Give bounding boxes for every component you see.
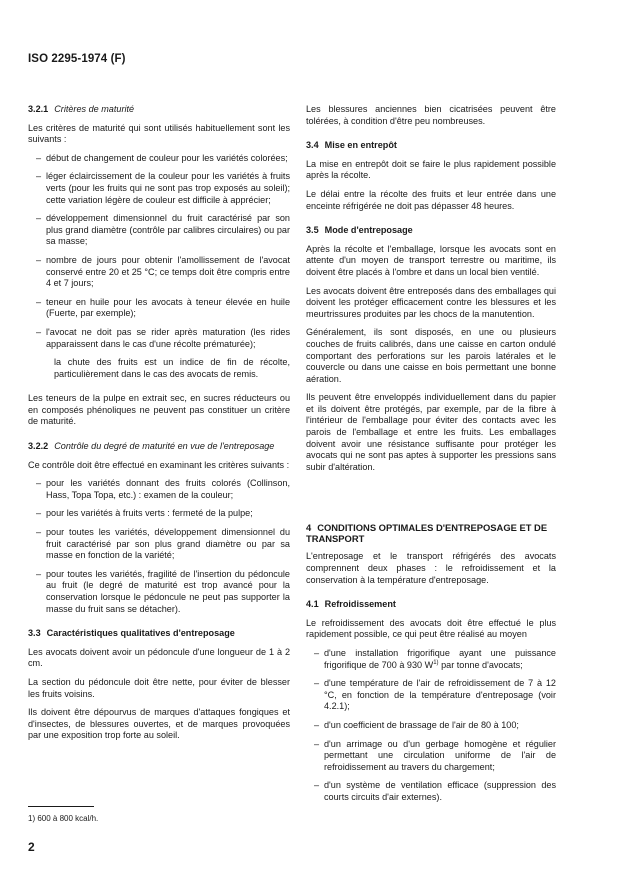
paragraph: Le refroidissement des avocats doit être effectué le plus rapidement possible, ce qui peut être réalisé au moyen xyxy=(306,617,556,640)
heading-3-5 xyxy=(306,225,556,237)
heading-3-2-2 xyxy=(28,441,290,453)
list-item: la chute des fruits est un indice de fin de récolte, particulièrement dans le cas des avocats de remis. xyxy=(54,357,290,379)
list-item: – léger éclaircissement de la couleur pour les variétés à fruits verts (pour les fruits qui ne sont pas trop exposés au soleil); cette variation légère de couleur est difficile à apprécier; xyxy=(36,171,290,205)
heading-3-3 xyxy=(28,628,290,640)
list-item: – d'une installation frigorifique ayant une puissance frigorifique de 700 à 930 $W^{1)}$ par tonne d'avocats; xyxy=(314,648,556,670)
section-title: Caractéristiques qualitatives d'entreposage xyxy=(46,628,235,639)
list-item: – pour les variétés à fruits verts : fermeté de la pulpe; xyxy=(36,508,253,519)
list-item: – pour toutes les variétés, fragilité de l'insertion du pédoncule au fruit (le degré de maturité est trop avancé pour la conservation lorsque le pédoncule ne peut pas supporter la masse du fruit sans se détacher). xyxy=(36,568,290,614)
paragraph: La section du pédoncule doit être nette, pour éviter de blesser les fruits voisins. xyxy=(28,676,290,699)
paragraph: L'entreposage et le transport réfrigérés des avocats comprennent deux phases : le refroidissement et la conservation à la température d'entreposage. xyxy=(306,551,556,585)
section-number: 4 xyxy=(306,522,312,534)
section-number: 3.3 xyxy=(28,628,41,639)
footnote-divider xyxy=(28,806,94,807)
list-item: – teneur en huile pour les avocats à teneur élevée en huile (Fuerte, par exemple); xyxy=(36,296,290,319)
list-item: – d'une température de l'air de refroidissement de 7 à 12 °C, en fonction de la température d'entreposage (voir 4.2.1); xyxy=(314,678,556,712)
list-item: – l'avocat ne doit pas se rider après maturation (les rides apparaissent dans le cas d'une récolte prématurée); xyxy=(36,326,290,349)
paragraph: Les avocats doivent avoir un pédoncule d'une longueur de 1 à 2 cm. xyxy=(28,646,290,669)
paragraph: Après la récolte et l'emballage, lorsque les avocats sont en attente d'un moyen de transport terrestre ou maritime, ils doivent être placés à l'ombre et dans un local bien ventilé. xyxy=(306,243,556,277)
heading-4 xyxy=(306,522,556,544)
list-item: – d'un coefficient de brassage de l'air de 80 à 100; xyxy=(314,719,519,730)
section-title: Mode d'entreposage xyxy=(324,225,413,236)
paragraph: Généralement, ils sont disposés, en une ou plusieurs couches de fruits calibrés, dans une caisse en carton ondulé comportant des perforations sur les parois latérales et le couvercle ou dans une caisse en bois permettant une bonne aération. xyxy=(306,327,556,384)
right-column xyxy=(306,104,556,811)
section-number: 3.2.1 xyxy=(28,104,49,114)
list-item: – d'un système de ventilation efficace (suppression des courts circuits d'air externes). xyxy=(314,780,556,802)
paragraph: Les avocats doivent être entreposés dans des emballages qui doivent les protéger efficacement contre les blessures et les meurtrissures produites par les chocs de la manutention. xyxy=(306,285,556,319)
left-column xyxy=(28,104,290,749)
section-title: CONDITIONS OPTIMALES D'ENTREPOSAGE ET DE TRANSPORT xyxy=(306,522,548,545)
footnote-ref: 1) xyxy=(433,659,439,666)
heading-3-2-1 xyxy=(28,104,290,116)
footnote: 1) 600 à 800 kcal/h. xyxy=(28,814,99,823)
section-number: 3.4 xyxy=(306,140,319,151)
section-title: Contrôle du degré de maturité en vue de l'entreposage xyxy=(54,441,275,452)
list-item: – pour les variétés donnant des fruits colorés (Collinson, Hass, Topa Topa, etc.) : examen de la couleur; xyxy=(36,478,290,500)
heading-4-1 xyxy=(306,599,556,611)
list-item: – début de changement de couleur pour les variétés colorées; xyxy=(36,152,288,163)
paragraph: Le délai entre la récolte des fruits et leur entrée dans une enceinte réfrigérée ne doit pas dépasser 48 heures. xyxy=(306,188,556,211)
paragraph: Ils peuvent être enveloppés individuellement dans du papier et ils doivent être protégés, par exemple, par de la fibre à l'intérieur de l'emballage pour éviter des contacts avec les parois de l'emballage et entre les fruits. Les emballages doivent avoir une résistance suffisante pour protéger les avocats qui ne sont pas aptes à supporter les pressions sans subir d'altération. xyxy=(306,392,556,472)
list-item: – nombre de jours pour obtenir l'amollissement de l'avocat conservé entre 20 et 25 °C; ce temps doit être compris entre 4 et 7 jours; xyxy=(36,254,290,289)
paragraph: La mise en entrepôt doit se faire le plus rapidement possible après la récolte. xyxy=(306,158,556,181)
section-title: Critères de maturité xyxy=(54,104,135,114)
standard-reference: ISO 2295-1974 (F) xyxy=(28,53,126,65)
paragraph: Les critères de maturité qui sont utilisés habituellement sont les suivants : xyxy=(28,122,290,145)
paragraph: Ce contrôle doit être effectué en examinant les critères suivants : xyxy=(28,459,290,470)
heading-3-4 xyxy=(306,140,556,152)
section-number: 3.5 xyxy=(306,225,319,236)
paragraph: Les teneurs de la pulpe en extrait sec, en sucres réducteurs ou en composés phénoliques ne peuvent pas constituer un critère de maturité. xyxy=(28,393,290,427)
section-title: Mise en entrepôt xyxy=(324,140,397,151)
section-number: 4.1 xyxy=(306,599,319,610)
paragraph: Les blessures anciennes bien cicatrisées peuvent être tolérées, à condition d'être peu nombreuses. xyxy=(306,104,556,126)
list-item: – développement dimensionnel du fruit caractérisé par son plus grand diamètre (contrôle par calibres circulaires) ou par sa masse; xyxy=(36,213,290,247)
section-title: Refroidissement xyxy=(324,599,396,610)
list-item: – pour toutes les variétés, développement dimensionnel du fruit caractérisé par son plus grand diamètre ou par sa masse en fonction de la variété; xyxy=(36,527,290,561)
paragraph: Ils doivent être dépourvus de marques d'attaques fongiques et d'insectes, de blessures ouvertes, et de marques provoquées par une exposition trop forte au soleil. xyxy=(28,707,290,741)
page-number: 2 xyxy=(28,840,35,854)
list-item: – d'un arrimage ou d'un gerbage homogène et régulier permettant une circulation uniforme de l'air de refroidissement au travers du chargement; xyxy=(314,738,556,772)
section-number: 3.2.2 xyxy=(28,441,49,452)
